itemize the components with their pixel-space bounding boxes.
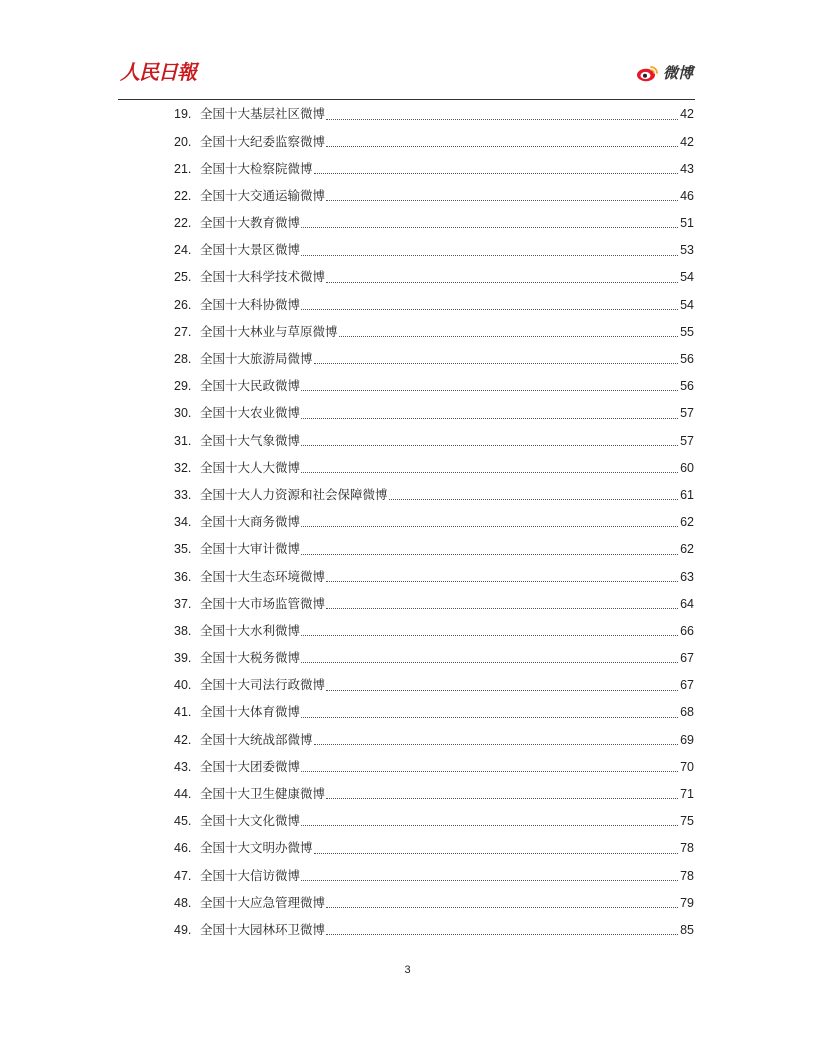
toc-entry[interactable] (174, 645, 694, 672)
toc-dot-leader (301, 445, 678, 446)
toc-dot-leader (326, 798, 678, 799)
toc-entry[interactable] (174, 155, 694, 182)
toc-entry[interactable] (174, 754, 694, 781)
toc-entry-number: 36. (174, 569, 192, 584)
toc-entry-title[interactable]: 全国十大司法行政微博 (200, 678, 326, 693)
toc-entry-page: 69 (680, 732, 694, 747)
toc-entry-number: 22. (174, 216, 192, 231)
toc-entry-page: 53 (680, 243, 694, 258)
page-header (118, 56, 695, 100)
toc-entry-page: 62 (680, 542, 694, 557)
toc-entry[interactable] (174, 726, 694, 753)
toc-entry-number: 45. (174, 814, 192, 829)
toc-entry-title[interactable]: 全国十大检察院微博 (200, 161, 313, 176)
toc-entry[interactable] (174, 319, 694, 346)
toc-entry[interactable] (174, 590, 694, 617)
toc-entry-number: 37. (174, 596, 192, 611)
toc-entry[interactable] (174, 101, 694, 128)
toc-entry-title[interactable]: 全国十大水利微博 (200, 623, 301, 638)
toc-entry-title[interactable]: 全国十大气象微博 (200, 433, 301, 448)
toc-entry-number: 33. (174, 487, 192, 502)
toc-entry[interactable] (174, 183, 694, 210)
toc-entry[interactable] (174, 889, 694, 916)
toc-entry[interactable] (174, 699, 694, 726)
toc-entry[interactable] (174, 373, 694, 400)
toc-entry-number: 30. (174, 406, 192, 421)
toc-entry-title[interactable]: 全国十大人力资源和社会保障微博 (200, 487, 388, 502)
toc-entry-number: 25. (174, 270, 192, 285)
toc-entry-title[interactable]: 全国十大体育微博 (200, 705, 301, 720)
toc-entry-page: 42 (680, 134, 694, 149)
toc-dot-leader (301, 418, 678, 419)
toc-dot-leader (314, 173, 679, 174)
toc-entry-page: 78 (680, 841, 694, 856)
toc-entry-title[interactable]: 全国十大农业微博 (200, 406, 301, 421)
toc-entry-number: 24. (174, 243, 192, 258)
toc-entry[interactable] (174, 862, 694, 889)
toc-dot-leader (301, 662, 678, 663)
toc-entry-title[interactable]: 全国十大审计微博 (200, 542, 301, 557)
toc-entry[interactable] (174, 672, 694, 699)
toc-entry-title[interactable]: 全国十大基层社区微博 (200, 107, 326, 122)
toc-entry-page: 79 (680, 895, 694, 910)
toc-entry-title[interactable]: 全国十大林业与草原微博 (200, 324, 338, 339)
toc-dot-leader (314, 744, 679, 745)
toc-entry-title[interactable]: 全国十大团委微博 (200, 759, 301, 774)
toc-entry-page: 85 (680, 922, 694, 937)
toc-entry-title[interactable]: 全国十大纪委监察微博 (200, 134, 326, 149)
toc-dot-leader (301, 635, 678, 636)
toc-dot-leader (301, 717, 678, 718)
toc-entry[interactable] (174, 291, 694, 318)
toc-entry-title[interactable]: 全国十大卫生健康微博 (200, 787, 326, 802)
toc-entry-number: 34. (174, 515, 192, 530)
toc-entry-number: 38. (174, 623, 192, 638)
toc-dot-leader (301, 880, 678, 881)
page-number: 3 (404, 964, 411, 976)
peoples-daily-logo: 人民日報 (120, 60, 196, 84)
toc-dot-leader (326, 690, 678, 691)
toc-entry-title[interactable]: 全国十大文明办微博 (200, 841, 313, 856)
toc-dot-leader (326, 581, 678, 582)
toc-entry[interactable] (174, 563, 694, 590)
toc-entry-title[interactable]: 全国十大园林环卫微博 (200, 922, 326, 937)
toc-entry-page: 68 (680, 705, 694, 720)
toc-entry-number: 41. (174, 705, 192, 720)
toc-entry-number: 19. (174, 107, 192, 122)
toc-entry[interactable] (174, 210, 694, 237)
toc-dot-leader (301, 526, 678, 527)
toc-dot-leader (326, 907, 678, 908)
toc-entry-page: 67 (680, 678, 694, 693)
toc-entry-page: 57 (680, 406, 694, 421)
toc-entry-page: 63 (680, 569, 694, 584)
toc-entry-page: 78 (680, 868, 694, 883)
toc-entry-number: 32. (174, 460, 192, 475)
toc-entry-title[interactable]: 全国十大市场监管微博 (200, 596, 326, 611)
toc-entry-number: 47. (174, 868, 192, 883)
toc-dot-leader (301, 227, 678, 228)
toc-entry[interactable] (174, 427, 694, 454)
weibo-eye-icon (636, 64, 660, 82)
toc-dot-leader (339, 336, 679, 337)
toc-entry-number: 46. (174, 841, 192, 856)
toc-dot-leader (326, 200, 678, 201)
toc-entry-number: 44. (174, 787, 192, 802)
toc-dot-leader (326, 282, 678, 283)
toc-entry[interactable] (174, 264, 694, 291)
toc-entry-number: 20. (174, 134, 192, 149)
toc-entry-title[interactable]: 全国十大文化微博 (200, 814, 301, 829)
toc-entry-title[interactable]: 全国十大生态环境微博 (200, 569, 326, 584)
toc-dot-leader (314, 363, 679, 364)
toc-entry-page: 57 (680, 433, 694, 448)
toc-dot-leader (301, 554, 678, 555)
toc-entry-page: 55 (680, 324, 694, 339)
toc-entry-number: 40. (174, 678, 192, 693)
toc-entry[interactable] (174, 808, 694, 835)
toc-entry-page: 60 (680, 460, 694, 475)
toc-entry-page: 66 (680, 623, 694, 638)
toc-entry[interactable] (174, 346, 694, 373)
toc-entry-page: 54 (680, 270, 694, 285)
toc-entry-number: 39. (174, 651, 192, 666)
toc-dot-leader (389, 499, 679, 500)
toc-dot-leader (301, 472, 678, 473)
toc-entry-page: 51 (680, 216, 694, 231)
weibo-logo-text: 微博 (662, 65, 693, 82)
toc-entry-page: 64 (680, 596, 694, 611)
table-of-contents (174, 101, 694, 944)
toc-entry-number: 31. (174, 433, 192, 448)
toc-entry-page: 62 (680, 515, 694, 530)
toc-entry-page: 42 (680, 107, 694, 122)
toc-entry-title[interactable]: 全国十大教育微博 (200, 216, 301, 231)
toc-entry-page: 43 (680, 161, 694, 176)
toc-dot-leader (326, 934, 678, 935)
toc-entry[interactable] (174, 237, 694, 264)
toc-entry-number: 27. (174, 324, 192, 339)
toc-entry-title[interactable]: 全国十大景区微博 (200, 243, 301, 258)
toc-entry-number: 21. (174, 161, 192, 176)
toc-dot-leader (326, 146, 678, 147)
toc-entry-title[interactable]: 全国十大人大微博 (200, 460, 301, 475)
toc-entry[interactable] (174, 454, 694, 481)
toc-entry-page: 56 (680, 379, 694, 394)
toc-entry-title[interactable]: 全国十大信访微博 (200, 868, 301, 883)
toc-entry-number: 28. (174, 352, 192, 367)
toc-entry[interactable] (174, 536, 694, 563)
toc-entry-number: 43. (174, 759, 192, 774)
toc-entry-title[interactable]: 全国十大科协微博 (200, 297, 301, 312)
toc-entry-title[interactable]: 全国十大商务微博 (200, 515, 301, 530)
toc-entry-page: 54 (680, 297, 694, 312)
toc-entry-number: 29. (174, 379, 192, 394)
toc-entry[interactable] (174, 917, 694, 944)
toc-entry-page: 71 (680, 787, 694, 802)
toc-entry-page: 56 (680, 352, 694, 367)
toc-dot-leader (301, 255, 678, 256)
toc-entry[interactable] (174, 128, 694, 155)
weibo-logo (636, 62, 693, 83)
toc-entry-number: 35. (174, 542, 192, 557)
toc-entry-page: 67 (680, 651, 694, 666)
toc-entry[interactable] (174, 781, 694, 808)
toc-dot-leader (326, 119, 678, 120)
toc-dot-leader (301, 771, 678, 772)
toc-entry-page: 75 (680, 814, 694, 829)
header-divider (118, 99, 695, 100)
toc-dot-leader (301, 825, 678, 826)
toc-entry-title[interactable]: 全国十大旅游局微博 (200, 352, 313, 367)
toc-entry-title[interactable]: 全国十大统战部微博 (200, 732, 313, 747)
toc-entry-title[interactable]: 全国十大税务微博 (200, 651, 301, 666)
toc-entry-page: 46 (680, 188, 694, 203)
toc-entry-number: 49. (174, 922, 192, 937)
toc-dot-leader (301, 390, 678, 391)
toc-entry[interactable] (174, 618, 694, 645)
toc-entry[interactable] (174, 400, 694, 427)
toc-entry-page: 70 (680, 759, 694, 774)
toc-dot-leader (301, 309, 678, 310)
toc-entry-number: 26. (174, 297, 192, 312)
toc-entry-number: 42. (174, 732, 192, 747)
toc-dot-leader (326, 608, 678, 609)
toc-entry-title[interactable]: 全国十大交通运输微博 (200, 188, 326, 203)
toc-entry-title[interactable]: 全国十大科学技术微博 (200, 270, 326, 285)
toc-entry-title[interactable]: 全国十大民政微博 (200, 379, 301, 394)
toc-entry[interactable] (174, 509, 694, 536)
toc-entry-title[interactable]: 全国十大应急管理微博 (200, 895, 326, 910)
toc-entry[interactable] (174, 835, 694, 862)
toc-entry[interactable] (174, 482, 694, 509)
toc-entry-number: 48. (174, 895, 192, 910)
toc-entry-number: 22. (174, 188, 192, 203)
toc-dot-leader (314, 853, 679, 854)
toc-entry-page: 61 (680, 487, 694, 502)
